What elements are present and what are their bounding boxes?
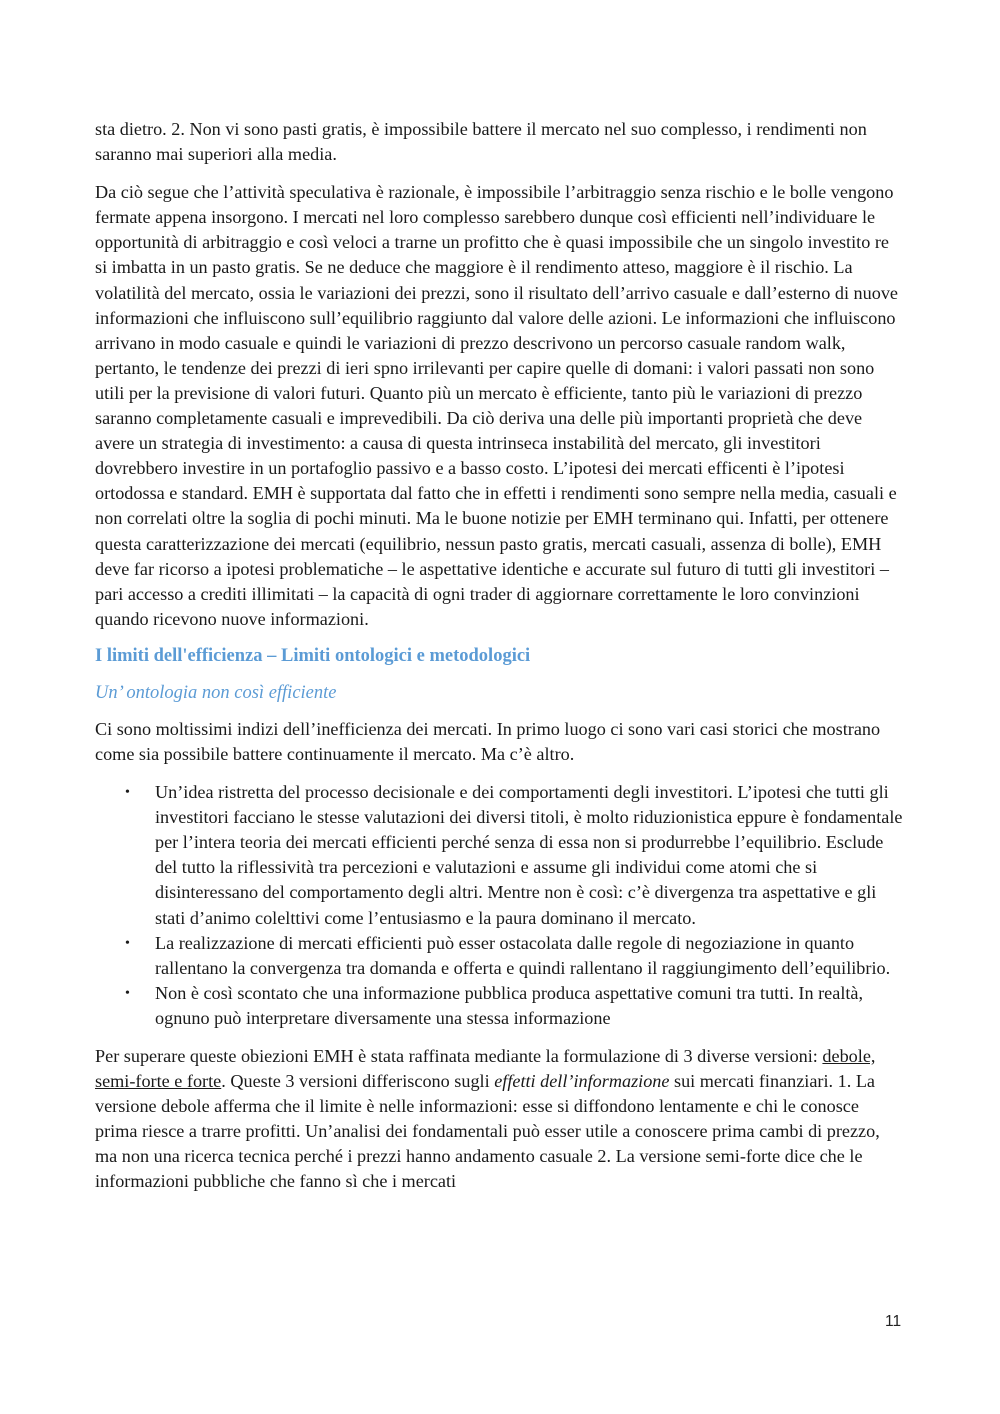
page-body bbox=[95, 117, 905, 1195]
list-item bbox=[95, 780, 905, 931]
bullet-list bbox=[95, 780, 905, 1031]
bullet-icon: • bbox=[125, 785, 130, 801]
italic-text: effetti dell’informazione bbox=[494, 1071, 670, 1092]
paragraph: Ci sono moltissimi indizi dell’inefficienza dei mercati. In primo luogo ci sono vari casi storici che mostrano come sia possibile battere continuamente il mercato. Ma c’è altro. bbox=[95, 718, 881, 764]
list-item bbox=[95, 981, 905, 1031]
paragraph: Da ciò segue che l’attività speculativa è razionale, è impossibile l’arbitraggio senza rischio e le bolle vengono fermate appena insorgono. I mercati nel loro complesso sarebbero dunque così efficienti nell’individuare le opportunità di arbitraggio e così veloci a trarne un profitto che è quasi impossibile che un singolo investito re si imbatta in un pasto gratis. Se ne deduce che maggiore è il rendimento atteso, maggiore è il rischio. La volatilità del mercato, ossia le variazioni dei prezzi, sono il risultato dell’arrivo casuale e dall’esterno di nuove informazioni che influiscono sull’equilibrio raggiunto dal valore delle azioni. Le informazioni che influiscono arrivano in modo casuale e quindi le variazioni di prezzo descrivono un percorso casuale random walk, pertanto, le tendenze dei prezzi di ieri spno irrilevanti per capire quelle di domani: i valori passati non sono utili per la previsione di valori futuri. Quanto più un mercato è efficiente, tanto più le variazioni di prezzo saranno completamente casuali e imprevedibili. Da ciò deriva una delle più importanti proprietà che deve avere un strategia di investimento: a causa di questa intrinseca instabilità del mercato, gli investitori dovrebbero investire in un portafoglio passivo e a basso costo. L’ipotesi dei mercati efficenti è l’ipotesi ortodossa e standard. EMH è supportata dal fatto che in effetti i rendimenti sono sempre nella media, casuali e non correlati oltre la soglia di pochi minuti. Ma le buone notizie per EMH terminano qui. Infatti, per ottenere questa caratterizzazione dei mercati (equilibrio, nessun pasto gratis, mercati casuali, assenza di bolle), EMH deve far ricorso a ipotesi problematiche – le aspettative identiche e accurate sul futuro di tutti gli investitori – pari accesso a crediti illimitati – la capacità di ogni trader di aggiornare correttamente le loro convinzioni quando ricevono nuove informazioni. bbox=[95, 182, 898, 629]
subsection-heading: Un’ ontologia non così efficiente bbox=[95, 682, 337, 703]
paragraph bbox=[95, 1044, 905, 1195]
paragraph-text: sui mercati finanziari. 1. La versione debole afferma che il limite è nelle informazioni: esse si diffondono lentamente e chi le conosce prima riesce a trarre profitti. Un’analisi dei fondamentali può esser utile a conoscere prima cambi di prezzo, ma non una ricerca tecnica perché i prezzi hanno andamento casuale 2. La versione semi-forte dice che le informazioni pubbliche che fanno sì che i mercati bbox=[95, 1071, 880, 1192]
underlined-text: debole, semi-forte e forte bbox=[95, 1046, 876, 1092]
bullet-icon: • bbox=[125, 985, 130, 1001]
paragraph-text: Per superare queste obiezioni EMH è stata raffinata mediante la formulazione di 3 diverse versioni: bbox=[95, 1046, 823, 1066]
list-item-text: Non è così scontato che una informazione pubblica produca aspettative comuni tra tutti. In realtà, ognuno può interpretare diversamente una stessa informazione bbox=[155, 982, 864, 1028]
page-number: 11 bbox=[885, 1313, 902, 1330]
bullet-icon: • bbox=[125, 935, 130, 951]
paragraph-text: . Queste 3 versioni differiscono sugli bbox=[221, 1071, 495, 1092]
paragraph: sta dietro. 2. Non vi sono pasti gratis, è impossibile battere il mercato nel suo complesso, i rendimenti non saranno mai superiori alla media. bbox=[95, 119, 867, 165]
list-item-text: La realizzazione di mercati efficienti può esser ostacolata dalle regole di negoziazione in quanto rallentano la convergenza tra domanda e offerta e quindi rallentano il raggiungimento dell’equilibrio. bbox=[155, 932, 891, 978]
list-item bbox=[95, 931, 905, 981]
list-item-text: Un’idea ristretta del processo decisionale e dei comportamenti degli investitori. L’ipotesi che tutti gli investitori facciano le stesse valutazioni dei diversi titoli, è molto riduzionistica eppure è fondamentale per l’intera teoria dei mercati efficienti perché senza di essa non si produrrebbe l’equilibrio. Esclude del tutto la riflessività tra percezioni e valutazioni e assume gli individui come atomi che si disinteressano del comportamento degli altri. Mentre non è così: c’è divergenza tra aspettative e gli stati d’animo colelttivi come l’entusiasmo e la paura dominano il mercato. bbox=[155, 782, 903, 928]
section-heading: I limiti dell'efficienza – Limiti ontologici e metodologici bbox=[95, 645, 531, 666]
